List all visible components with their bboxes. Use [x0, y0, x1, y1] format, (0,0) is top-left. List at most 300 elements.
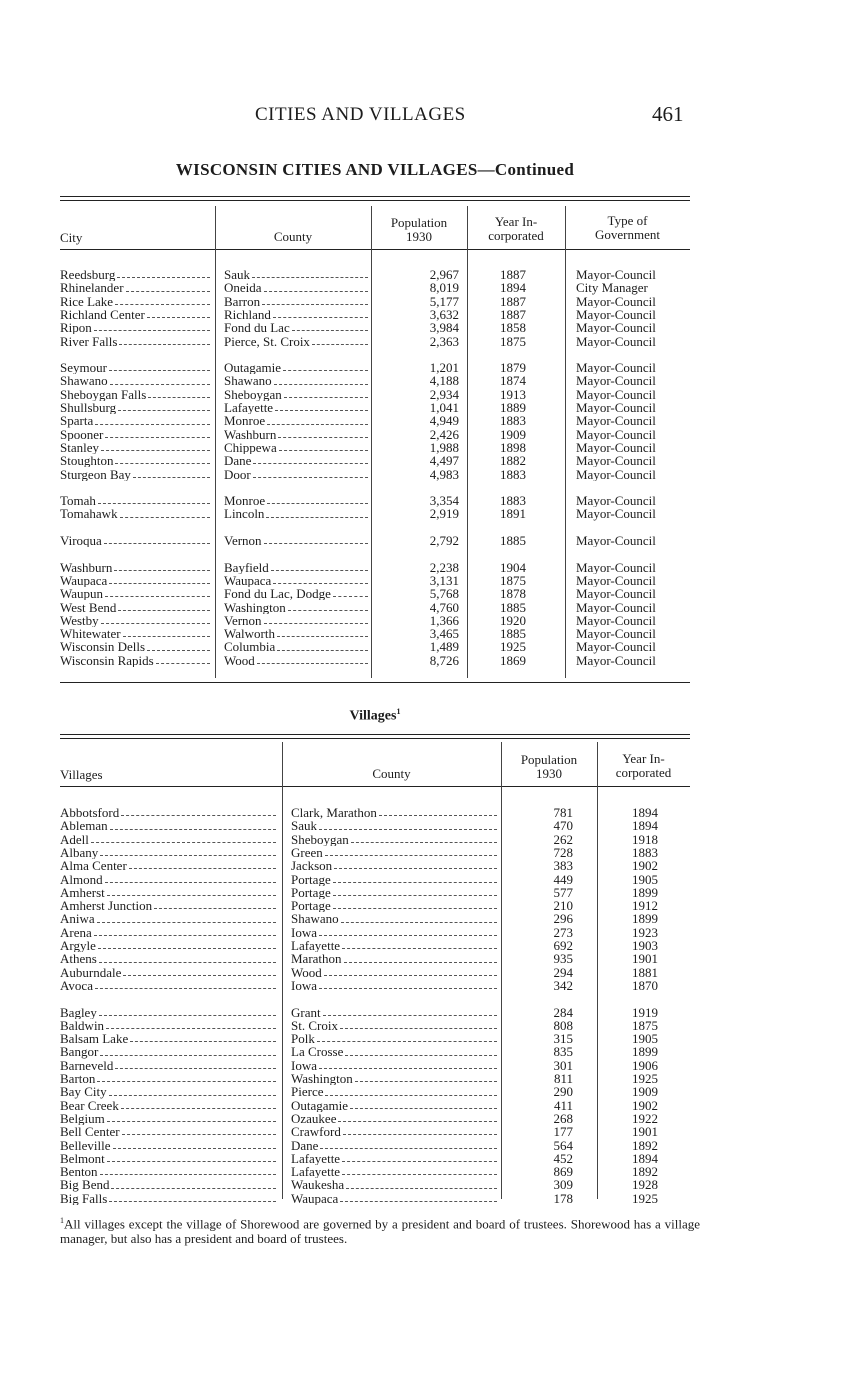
cell-village — [60, 1085, 278, 1098]
cell-city — [60, 335, 212, 348]
cell-text: Washington — [224, 600, 286, 614]
cell-population: 3,354 — [429, 494, 459, 508]
cell-village-year: 1894 — [632, 806, 658, 820]
cell-population: 4,949 — [429, 414, 459, 428]
leader-dots — [109, 1200, 276, 1202]
cell-village-county — [291, 1099, 499, 1112]
cell-text: Arena — [60, 925, 92, 939]
leader-dots — [340, 1027, 497, 1029]
cell-text: Columbia — [224, 640, 276, 654]
leader-dots — [273, 316, 368, 318]
cell-government: Mayor-Council — [576, 573, 656, 588]
leader-dots — [97, 1080, 276, 1082]
cell-government: City Manager — [576, 281, 648, 295]
leader-dots — [345, 1054, 497, 1056]
cell-text: Marathon — [291, 952, 342, 966]
cell-government: Mayor-Council — [576, 268, 656, 282]
leader-dots — [123, 635, 210, 637]
table-row — [0, 361, 859, 374]
cell-text: Waupun — [60, 587, 103, 601]
cell-county — [224, 454, 370, 467]
leader-dots — [94, 329, 210, 331]
cell-county — [224, 494, 370, 507]
cell-village-year: 1899 — [632, 912, 658, 926]
cities-top-rule-2 — [60, 200, 690, 201]
cell-population: 3,984 — [429, 321, 459, 335]
cell-text: Tomahawk — [60, 507, 118, 521]
cell-text: Richland Center — [60, 307, 145, 322]
table-row — [0, 873, 859, 886]
cell-text: Fond du Lac — [224, 321, 290, 335]
cell-county — [224, 587, 370, 600]
cell-village-county — [291, 1192, 499, 1205]
cell-text: Shawano — [224, 374, 272, 388]
cell-government: Mayor-Council — [576, 613, 656, 628]
leader-dots — [284, 396, 368, 398]
cell-village — [60, 1006, 278, 1019]
cell-text: Jackson — [291, 859, 333, 873]
table-row — [0, 574, 859, 587]
cell-village-population: 728 — [553, 845, 573, 860]
cell-village-county — [291, 1112, 499, 1125]
cell-government: Mayor-Council — [576, 401, 656, 415]
cell-text: Waukesha — [291, 1178, 345, 1192]
table-row — [0, 454, 859, 467]
table-row — [0, 1019, 859, 1032]
leader-dots — [277, 635, 368, 637]
cell-text: Outagamie — [291, 1098, 349, 1112]
table-row — [0, 1072, 859, 1085]
cell-text: Richland — [224, 307, 271, 322]
cell-village-county — [291, 952, 499, 965]
cell-village-county — [291, 1152, 499, 1165]
cell-county — [224, 414, 370, 427]
cell-village-year: 1901 — [632, 1125, 658, 1139]
cell-population: 1,988 — [429, 440, 459, 455]
cell-population: 2,238 — [429, 560, 459, 574]
leader-dots — [283, 369, 368, 371]
table-row — [0, 321, 859, 334]
cell-village — [60, 1192, 278, 1205]
cell-village — [60, 939, 278, 952]
cell-village-year: 1902 — [632, 859, 658, 873]
leader-dots — [340, 1200, 497, 1202]
leader-dots — [333, 881, 497, 883]
cell-population: 2,967 — [429, 268, 459, 282]
cell-city — [60, 321, 212, 334]
leader-dots — [264, 622, 368, 624]
leader-dots — [324, 974, 497, 976]
cell-text: Spooner — [60, 427, 104, 441]
table-row — [0, 1178, 859, 1191]
leader-dots — [325, 1094, 497, 1096]
cell-year: 1883 — [500, 494, 526, 508]
cell-village-population: 452 — [553, 1151, 573, 1166]
cell-text: Argyle — [60, 939, 96, 953]
cell-text: Outagamie — [224, 361, 282, 375]
cell-text: Ableman — [60, 819, 108, 833]
cell-population: 5,177 — [429, 294, 459, 308]
cell-village-year: 1892 — [632, 1138, 658, 1152]
cell-text: Reedsburg — [60, 268, 116, 282]
table-row — [0, 1045, 859, 1058]
leader-dots — [253, 476, 368, 478]
cell-city — [60, 627, 212, 640]
cell-text: Wood — [224, 653, 255, 667]
cell-county — [224, 640, 370, 653]
cell-village — [60, 979, 278, 992]
cell-village-county — [291, 1165, 499, 1178]
cell-village-year: 1881 — [632, 965, 658, 979]
cell-village-year: 1925 — [632, 1191, 658, 1205]
leader-dots — [117, 276, 210, 278]
cell-text: Ozaukee — [291, 1111, 337, 1126]
cell-year: 1904 — [500, 560, 526, 574]
leader-dots — [351, 841, 497, 843]
leader-dots — [99, 961, 276, 963]
cell-year: 1885 — [500, 600, 526, 614]
cell-village-year: 1912 — [632, 899, 658, 913]
cell-population: 8,726 — [429, 653, 459, 667]
cell-text: Clark, Marathon — [291, 806, 377, 820]
cell-government: Mayor-Council — [576, 454, 656, 468]
cell-year: 1879 — [500, 361, 526, 375]
cell-county — [224, 268, 370, 281]
cell-village-county — [291, 1072, 499, 1085]
cell-government: Mayor-Council — [576, 321, 656, 335]
cell-county — [224, 654, 370, 667]
leader-dots — [121, 814, 276, 816]
leader-dots — [317, 1040, 497, 1042]
cell-text: Chippewa — [224, 440, 277, 455]
table-row — [0, 979, 859, 992]
cell-population: 2,934 — [429, 387, 459, 401]
cell-text: Portage — [291, 885, 331, 900]
leader-dots — [346, 1187, 497, 1189]
cell-government: Mayor-Council — [576, 361, 656, 375]
cell-village-county — [291, 1019, 499, 1032]
cell-county — [224, 401, 370, 414]
leader-dots — [104, 542, 210, 544]
leader-dots — [106, 1027, 276, 1029]
leader-dots — [333, 595, 368, 597]
table-row — [0, 295, 859, 308]
leader-dots — [147, 649, 210, 651]
table-row — [0, 912, 859, 925]
cell-text: Belgium — [60, 1111, 105, 1126]
col-header-village-population-line2: 1930 — [536, 766, 562, 781]
cell-text: Sheboygan Falls — [60, 387, 147, 401]
cell-village — [60, 806, 278, 819]
leader-dots — [319, 987, 497, 989]
cell-village-population: 290 — [553, 1085, 573, 1099]
table-row — [0, 1125, 859, 1138]
leader-dots — [288, 609, 368, 611]
cell-village — [60, 1178, 278, 1191]
leader-dots — [91, 841, 276, 843]
cell-text: Avoca — [60, 978, 93, 993]
cell-village — [60, 819, 278, 832]
cell-population: 4,188 — [429, 374, 459, 388]
cell-village-year: 1892 — [632, 1165, 658, 1179]
col-header-village-population — [501, 753, 597, 781]
cell-village — [60, 1165, 278, 1178]
leader-dots — [111, 1187, 276, 1189]
cell-village — [60, 912, 278, 925]
leader-dots — [278, 436, 368, 438]
cell-text: Westby — [60, 613, 99, 628]
cell-text: Whitewater — [60, 627, 121, 641]
cell-text: Vernon — [224, 534, 262, 548]
col-header-government — [565, 214, 690, 242]
leader-dots — [277, 649, 368, 651]
leader-dots — [257, 662, 368, 664]
leader-dots — [312, 343, 368, 345]
table-row — [0, 1152, 859, 1165]
table-row — [0, 534, 859, 547]
cell-year: 1920 — [500, 613, 526, 628]
cell-year: 1882 — [500, 454, 526, 468]
table-row — [0, 899, 859, 912]
cell-government: Mayor-Council — [576, 387, 656, 401]
leader-dots — [97, 921, 276, 923]
cell-text: Stanley — [60, 440, 99, 455]
cell-text: Bell Center — [60, 1125, 120, 1139]
cell-village-county — [291, 966, 499, 979]
cell-village-population: 296 — [553, 912, 573, 926]
leader-dots — [95, 423, 210, 425]
cell-city — [60, 640, 212, 653]
cell-county — [224, 601, 370, 614]
cell-text: Shawano — [291, 912, 339, 926]
cell-village — [60, 873, 278, 886]
cell-text: Aniwa — [60, 912, 95, 926]
cell-village-population: 835 — [553, 1045, 573, 1059]
leader-dots — [105, 595, 210, 597]
leader-dots — [334, 867, 497, 869]
leader-dots — [252, 276, 368, 278]
cell-population: 1,041 — [429, 401, 459, 415]
cell-text: Benton — [60, 1165, 98, 1179]
cell-government: Mayor-Council — [576, 534, 656, 548]
cell-text: Bangor — [60, 1045, 99, 1059]
table-row — [0, 926, 859, 939]
cell-text: Monroe — [224, 414, 266, 428]
cell-year: 1875 — [500, 573, 526, 588]
table-row — [0, 952, 859, 965]
cell-text: Polk — [291, 1032, 315, 1046]
cell-text: Lincoln — [224, 507, 265, 521]
leader-dots — [101, 449, 210, 451]
cell-county — [224, 441, 370, 454]
villages-top-rule-2 — [60, 738, 690, 739]
cell-village-year: 1903 — [632, 939, 658, 953]
cell-city — [60, 388, 212, 401]
cell-city — [60, 414, 212, 427]
table-row — [0, 268, 859, 281]
cell-government: Mayor-Council — [576, 307, 656, 322]
cell-text: Belmont — [60, 1151, 105, 1166]
cell-village-year: 1899 — [632, 885, 658, 900]
cell-village-population: 210 — [553, 899, 573, 913]
cell-village — [60, 899, 278, 912]
cell-county — [224, 374, 370, 387]
leader-dots — [118, 409, 210, 411]
cell-village-county — [291, 912, 499, 925]
table-row — [0, 1006, 859, 1019]
cell-village — [60, 1125, 278, 1138]
leader-dots — [325, 854, 497, 856]
cell-text: Big Bend — [60, 1178, 110, 1192]
leader-dots — [105, 881, 276, 883]
cell-text: Lafayette — [291, 1151, 341, 1166]
cell-text: Wisconsin Dells — [60, 640, 146, 654]
cell-village-county — [291, 873, 499, 886]
cell-village-county — [291, 1085, 499, 1098]
leader-dots — [319, 1067, 497, 1069]
leader-dots — [264, 542, 368, 544]
leader-dots — [126, 290, 210, 292]
cell-year: 1883 — [500, 467, 526, 481]
cell-text: Bay City — [60, 1085, 107, 1099]
cell-population: 2,792 — [429, 534, 459, 548]
cell-text: Lafayette — [224, 401, 274, 415]
col-header-year-line2: corporated — [488, 228, 544, 243]
cell-village-population: 284 — [553, 1005, 573, 1019]
cell-village-year: 1875 — [632, 1018, 658, 1033]
leader-dots — [342, 1160, 497, 1162]
cell-village-year: 1883 — [632, 845, 658, 860]
cell-village — [60, 1045, 278, 1058]
table-row — [0, 886, 859, 899]
leader-dots — [333, 894, 497, 896]
leader-dots — [344, 961, 497, 963]
cell-village-year: 1923 — [632, 925, 658, 939]
cell-village-year: 1922 — [632, 1111, 658, 1126]
cell-city — [60, 281, 212, 294]
cities-header-rule — [60, 249, 690, 250]
cell-text: Dane — [224, 454, 252, 468]
cell-village-population: 781 — [553, 806, 573, 820]
cell-county — [224, 627, 370, 640]
table-row — [0, 428, 859, 441]
cell-village-population: 692 — [553, 939, 573, 953]
leader-dots — [118, 609, 210, 611]
leader-dots — [350, 1107, 497, 1109]
cell-year: 1887 — [500, 307, 526, 322]
cell-village-year: 1919 — [632, 1005, 658, 1019]
cell-population: 3,131 — [429, 573, 459, 588]
cell-population: 2,363 — [429, 334, 459, 348]
cell-village-year: 1905 — [632, 872, 658, 886]
cell-village-county — [291, 1059, 499, 1072]
cell-village-population: 808 — [553, 1018, 573, 1033]
cell-village-population: 301 — [553, 1058, 573, 1072]
cell-text: Balsam Lake — [60, 1032, 129, 1046]
cell-text: Waupaca — [224, 573, 272, 588]
cell-county — [224, 561, 370, 574]
cell-text: Sauk — [224, 268, 250, 282]
cell-text: Amherst — [60, 885, 105, 900]
cell-city — [60, 534, 212, 547]
table-row — [0, 374, 859, 387]
leader-dots — [156, 662, 210, 664]
cell-village — [60, 859, 278, 872]
cell-village-county — [291, 846, 499, 859]
table-row — [0, 507, 859, 520]
leader-dots — [275, 409, 368, 411]
cell-village-year: 1899 — [632, 1045, 658, 1059]
cell-government: Mayor-Council — [576, 414, 656, 428]
leader-dots — [154, 907, 276, 909]
cell-population: 4,760 — [429, 600, 459, 614]
leader-dots — [105, 436, 210, 438]
leader-dots — [122, 1133, 276, 1135]
cell-village-population: 383 — [553, 859, 573, 873]
cell-text: Vernon — [224, 613, 262, 628]
table-row — [0, 966, 859, 979]
cell-village — [60, 1152, 278, 1165]
leader-dots — [271, 569, 368, 571]
cell-county — [224, 468, 370, 481]
cell-year: 1894 — [500, 281, 526, 295]
page-number: 461 — [652, 102, 684, 126]
cell-population: 4,983 — [429, 467, 459, 481]
cell-village-population: 470 — [553, 819, 573, 833]
leader-dots — [95, 987, 276, 989]
cell-village-population: 935 — [553, 952, 573, 966]
cities-top-rule — [60, 196, 690, 197]
table-row — [0, 1165, 859, 1178]
cell-county — [224, 614, 370, 627]
col-header-village: Villages — [60, 767, 103, 782]
cell-text: West Bend — [60, 600, 117, 614]
cell-county — [224, 295, 370, 308]
col-header-village-population-line1: Population — [520, 752, 578, 767]
table-row — [0, 1139, 859, 1152]
cell-village — [60, 926, 278, 939]
col-header-population — [371, 216, 467, 244]
cell-text: Rhinelander — [60, 281, 124, 295]
cell-government: Mayor-Council — [576, 627, 656, 641]
cell-text: Dane — [291, 1138, 319, 1152]
cell-government: Mayor-Council — [576, 507, 656, 521]
cell-village-year: 1901 — [632, 952, 658, 966]
cell-text: Portage — [291, 872, 331, 886]
cell-city — [60, 601, 212, 614]
cell-village — [60, 952, 278, 965]
cell-year: 1913 — [500, 387, 526, 401]
table-row — [0, 1032, 859, 1045]
col-header-village-year-line2: corporated — [615, 765, 672, 780]
cell-city — [60, 361, 212, 374]
cell-text: Stoughton — [60, 454, 114, 468]
leader-dots — [130, 1040, 276, 1042]
cell-village-population: 178 — [553, 1191, 573, 1205]
cell-year: 1869 — [500, 653, 526, 667]
running-title: CITIES AND VILLAGES — [255, 104, 466, 125]
cell-text: Crawford — [291, 1125, 341, 1139]
table-row — [0, 441, 859, 454]
cell-text: Adell — [60, 832, 89, 846]
leader-dots — [107, 894, 276, 896]
leader-dots — [98, 502, 210, 504]
cell-city — [60, 614, 212, 627]
leader-dots — [107, 1160, 276, 1162]
col-header-government-line1: Type of — [607, 213, 648, 228]
cell-text: Bagley — [60, 1005, 97, 1019]
leader-dots — [110, 828, 276, 830]
